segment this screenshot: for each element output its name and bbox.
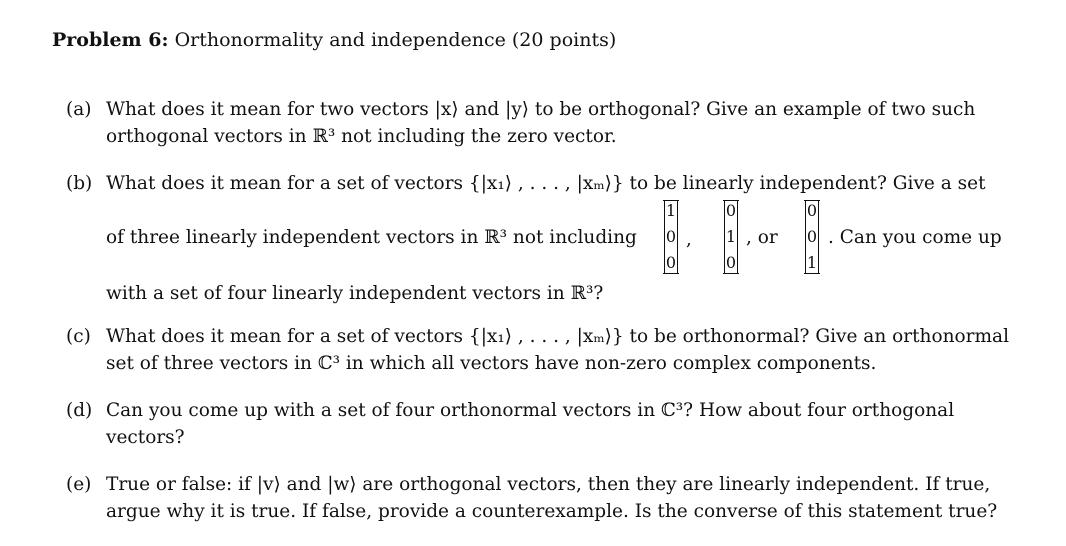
vector-e1 [664, 200, 678, 274]
vector-e2-entry: 1 [725, 227, 737, 246]
part-d-tag: (d) [66, 400, 93, 421]
part-a-line-2: orthogonal vectors in ℝ³ not including the zero vector. [106, 126, 617, 147]
vector-e2 [724, 200, 738, 274]
vector-e3-entry: 1 [806, 253, 818, 272]
part-b-tag: (b) [66, 173, 93, 194]
part-d-line-1: Can you come up with a set of four orthonormal vectors in ℂ³? How about four orthogonal [106, 400, 955, 421]
part-b-line-3: with a set of four linearly independent vectors in ℝ³? [106, 283, 604, 304]
part-e-tag: (e) [66, 474, 92, 495]
vector-e1-entry: 0 [665, 253, 677, 272]
part-c-line-2: set of three vectors in ℂ³ in which all vectors have non-zero complex components. [106, 353, 877, 374]
vector-separator-or: , or [746, 227, 778, 248]
vector-e1-entry: 0 [665, 227, 677, 246]
part-e-line-1: True or false: if |v⟩ and |w⟩ are orthogonal vectors, then they are linearly independent. If true, [106, 474, 991, 495]
problem-label: Problem 6: [52, 29, 169, 51]
problem-heading [52, 29, 616, 51]
part-d-line-2: vectors? [106, 427, 185, 448]
part-c-line-1: What does it mean for a set of vectors {|x₁⟩ , . . . , |xₘ⟩} to be orthonormal? Give an orthonormal [106, 326, 1009, 347]
part-b-line-2-end: . Can you come up [828, 227, 1002, 248]
vector-e3-entry: 0 [806, 227, 818, 246]
vector-e2-entry: 0 [725, 253, 737, 272]
problem-title: Orthonormality and independence (20 points) [174, 29, 617, 51]
part-b-line-2: of three linearly independent vectors in ℝ³ not including [106, 227, 637, 248]
part-e-line-2: argue why it is true. If false, provide a counterexample. Is the converse of this statement true? [106, 501, 998, 522]
vector-e3 [805, 200, 819, 274]
vector-separator: , [686, 229, 692, 250]
part-a-tag: (a) [66, 99, 92, 120]
part-c-tag: (c) [66, 326, 91, 347]
vector-e1-entry: 1 [665, 201, 677, 220]
vector-e2-entry: 0 [725, 201, 737, 220]
part-a-line-1: What does it mean for two vectors |x⟩ and |y⟩ to be orthogonal? Give an example of two such [106, 99, 976, 120]
part-b-line-1: What does it mean for a set of vectors {|x₁⟩ , . . . , |xₘ⟩} to be linearly independent? Give a set [106, 173, 986, 194]
vector-e3-entry: 0 [806, 201, 818, 220]
